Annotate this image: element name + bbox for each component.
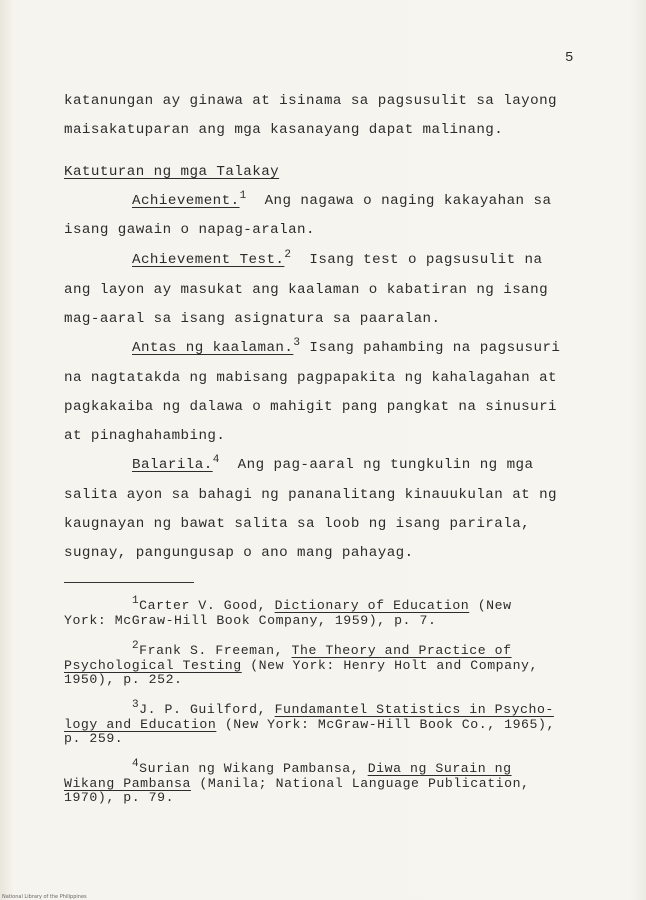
footnote-number: 2 — [132, 640, 140, 652]
definition-antas-ng-kaalaman — [132, 337, 561, 356]
definition-achievement-test — [132, 249, 543, 268]
citation-title: Fundamantel Statistics in Psycho- — [274, 702, 554, 717]
section-heading: Katuturan ng mga Talakay — [64, 164, 280, 180]
citation-title: logy and Education — [64, 717, 217, 732]
citation-title: Diwa ng Surain ng — [367, 761, 512, 776]
footnote-line: 1950), p. 252. — [64, 672, 183, 687]
body-line: mag-aaral sa isang asignatura sa paaralan. — [64, 311, 441, 327]
footnote-4: $^4$Surian ng Wikang Pambansa, Diwa ng Surain ng — [132, 758, 512, 776]
body-line: na nagtatakda ng mabisang pagpapakita ng kahalagahan at — [64, 370, 558, 386]
footnote-number: 4 — [132, 758, 140, 770]
definition-balarila — [132, 454, 534, 473]
footnote-ref: 4 — [212, 454, 220, 466]
term: Achievement. — [132, 193, 240, 209]
footnote-ref: 3 — [293, 337, 301, 349]
definition-text: Ang pag-aaral ng tungkulin ng mga — [219, 457, 534, 473]
citation-title: Wikang Pambansa — [64, 776, 191, 791]
scan-footer: National Library of the Philippines — [2, 894, 87, 900]
term: Antas ng kaalaman. — [132, 340, 294, 356]
definition-text: Isang pahambing na pagsusuri — [300, 340, 561, 356]
body-line: katanungan ay ginawa at isinama sa pagsusulit sa layong — [64, 93, 558, 109]
body-line: pagkakaiba ng dalawa o mahigit pang pangkat na sinusuri — [64, 399, 558, 415]
body-line: isang gawain o napag-aralan. — [64, 222, 315, 238]
footnote-ref: 2 — [284, 249, 292, 261]
footnote-2: $^2$Frank S. Freeman, The Theory and Practice of — [132, 640, 512, 658]
footnote-line: Wikang Pambansa (Manila; National Language Publication, — [64, 776, 530, 791]
footnote-3: $^3$J. P. Guilford, Fundamantel Statistics in Psycho- — [132, 699, 554, 717]
citation-title: Psychological Testing — [64, 658, 242, 673]
definition-achievement — [132, 190, 552, 209]
body-line: ang layon ay masukat ang kaalaman o kabatiran ng isang — [64, 282, 549, 298]
body-line: maisakatuparan ang mga kasanayang dapat malinang. — [64, 122, 504, 138]
footnote-line: Psychological Testing (New York: Henry Holt and Company, — [64, 658, 538, 673]
definition-text: Ang nagawa o naging kakayahan sa — [246, 193, 552, 209]
term: Achievement Test. — [132, 252, 285, 268]
term: Balarila. — [132, 457, 213, 473]
footnote-divider — [64, 582, 194, 583]
footnote-number: 3 — [132, 699, 140, 711]
footnote-1: $^1$Carter V. Good, Dictionary of Education (New — [132, 595, 512, 613]
citation-title: The Theory and Practice of — [291, 643, 512, 658]
body-line: sugnay, pangungusap o ano mang pahayag. — [64, 545, 414, 561]
footnote-line: p. 259. — [64, 731, 124, 746]
footnote-line: 1970), p. 79. — [64, 790, 175, 805]
footnote-number: 1 — [132, 595, 140, 607]
footnote-line: York: McGraw-Hill Book Company, 1959), p. 7. — [64, 613, 437, 628]
footnote-ref: 1 — [239, 190, 247, 202]
definition-text: Isang test o pagsusulit na — [291, 252, 543, 268]
footnote-line: logy and Education (New York: McGraw-Hill Book Co., 1965), — [64, 717, 555, 732]
body-line: kaugnayan ng bawat salita sa loob ng isang parirala, — [64, 516, 531, 532]
body-line: salita ayon sa bahagi ng pananalitang kinauukulan at ng — [64, 487, 558, 503]
page-number: 5 — [565, 50, 574, 66]
body-line: at pinaghahambing. — [64, 428, 226, 444]
citation-title: Dictionary of Education — [274, 598, 470, 613]
